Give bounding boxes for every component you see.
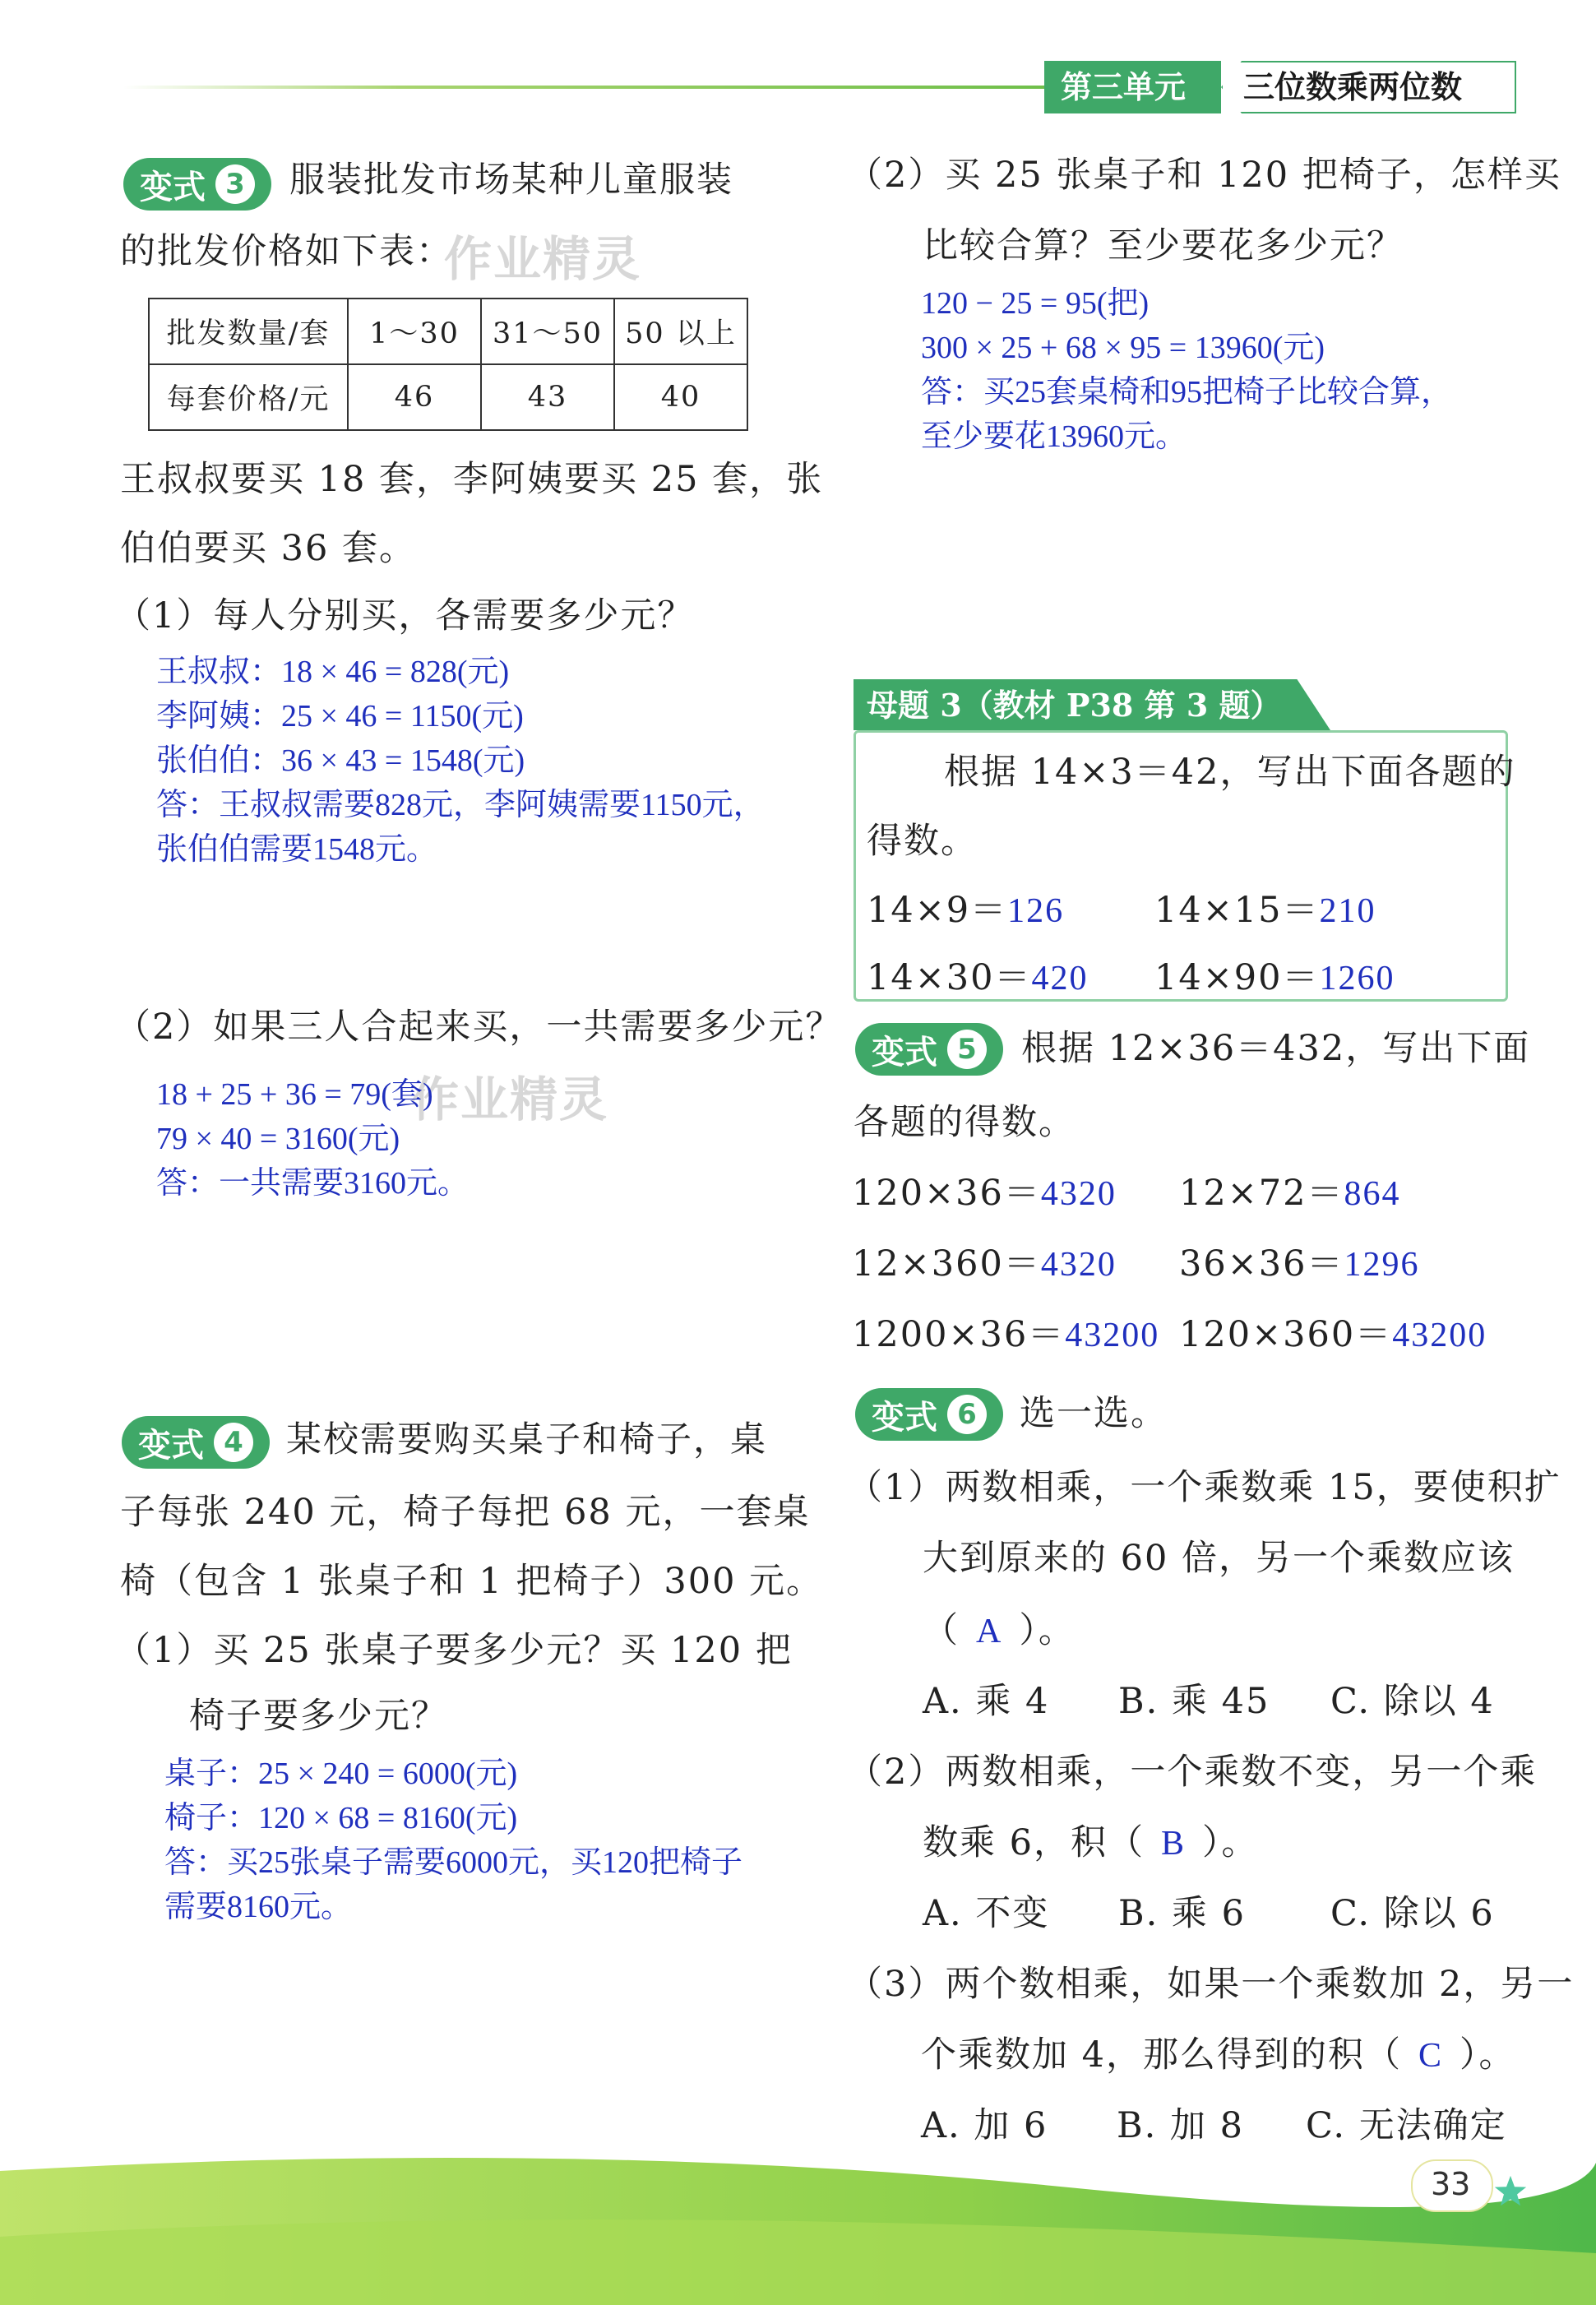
v3-line2: 的批发价格如下表：	[120, 231, 453, 272]
variant-6-badge	[855, 1388, 1003, 1441]
v3-question-2: （2）如果三人合起来买，一共需要多少元？	[115, 1007, 843, 1048]
v4-line1: 某校需要购买桌子和椅子，桌	[286, 1419, 767, 1460]
v6-q2-option: A. 不变	[923, 1893, 1050, 1934]
table-row	[149, 299, 747, 364]
v6-q3-option: B. 加 8	[1117, 2105, 1244, 2146]
item-expression: 12×72＝	[1179, 1173, 1344, 1214]
table-cell: 每套价格/元	[149, 364, 348, 430]
v4-answer-1-line: 答：买25张桌子需要6000元，买120把椅子	[164, 1845, 743, 1880]
item-expression: 120×360＝	[1179, 1314, 1393, 1355]
variant-badge-label: 变式	[138, 1426, 204, 1465]
m3-item	[1154, 957, 1395, 998]
item-expression: 12×360＝	[852, 1243, 1041, 1284]
item-expression: 14×90＝	[1154, 957, 1320, 998]
v4-question-2a: （2）买 25 张桌子和 120 把椅子，怎样买	[847, 155, 1561, 196]
choice-answer: A	[976, 1613, 1003, 1650]
paren-close: ）。	[1202, 1822, 1259, 1863]
item-answer: 4320	[1040, 1175, 1117, 1213]
v3-answer-1-line: 王叔叔：18 × 46 = 828(元)	[156, 655, 510, 689]
variant-5-badge	[855, 1023, 1003, 1076]
item-expression: 14×30＝	[867, 957, 1032, 998]
m3-item	[867, 957, 1089, 998]
v6-q1-option: A. 乘 4	[923, 1681, 1050, 1722]
v4-answer-2-line: 300 × 25 + 68 × 95 = 13960(元)	[921, 331, 1325, 365]
choice-answer: B	[1161, 1825, 1187, 1863]
variant-badge-number: 3	[215, 164, 255, 204]
table-cell: 43	[481, 364, 614, 430]
v6-q2-option: C. 除以 6	[1330, 1893, 1495, 1934]
watermark: 作业精灵	[444, 231, 642, 287]
v6-q1-option: B. 乘 45	[1118, 1681, 1270, 1722]
table-cell: 1～30	[348, 299, 481, 364]
item-expression: 14×15＝	[1154, 890, 1320, 931]
v6-q3-line1: （3）两个数相乘，如果一个乘数加 2，另一	[847, 1964, 1575, 2005]
v6-q1-line2: 大到原来的 60 倍，另一个乘数应该	[923, 1538, 1515, 1579]
v4-question-1b: 椅子要多少元？	[189, 1696, 448, 1737]
v4-answer-1-line: 椅子：120 × 68 = 8160(元)	[164, 1801, 518, 1835]
table-cell: 批发数量/套	[149, 299, 348, 364]
v4-line2: 子每张 240 元，椅子每把 68 元，一套桌	[120, 1492, 811, 1533]
watermark: 作业精灵	[411, 1072, 609, 1127]
table-cell: 50 以上	[614, 299, 747, 364]
v5-item	[852, 1314, 1160, 1355]
v3-answer-1-line: 答：王叔叔需要828元，李阿姨需要1150元，	[156, 788, 765, 822]
variant-badge-label: 变式	[872, 1398, 937, 1437]
m3-item	[1154, 890, 1376, 931]
v6-q1-option: C. 除以 4	[1330, 1681, 1495, 1722]
item-answer: 126	[1007, 892, 1065, 930]
v3-line3: 王叔叔要买 18 套，李阿姨要买 25 套，张	[120, 459, 824, 500]
table-row	[149, 364, 747, 430]
v4-line3: 椅（包含 1 张桌子和 1 把椅子）300 元。	[120, 1561, 824, 1602]
variant-badge-label: 变式	[140, 168, 206, 206]
item-answer: 1260	[1319, 960, 1395, 997]
item-answer: 210	[1319, 892, 1376, 930]
v6-q1-line3	[923, 1610, 1076, 1651]
v4-question-2b: 比较合算？至少要花多少元？	[923, 225, 1404, 266]
v4-question-1a: （1）买 25 张桌子要多少元？买 120 把	[115, 1630, 793, 1671]
v5-item	[1179, 1173, 1401, 1214]
header-topic-label: 三位数乘两位数	[1243, 69, 1463, 105]
mother-problem-title: 母题 3（教材 P38 第 3 题）	[867, 687, 1282, 724]
paren-open: （	[923, 1610, 960, 1651]
item-answer: 43200	[1392, 1317, 1487, 1354]
item-answer: 43200	[1065, 1317, 1160, 1354]
v5-item	[1179, 1314, 1487, 1355]
q3-text: 个乘数加 4，那么得到的积（	[921, 2034, 1403, 2076]
v3-line1: 服装批发市场某种儿童服装	[289, 160, 733, 201]
page-number: 33	[1431, 2166, 1471, 2202]
variant-badge-label: 变式	[872, 1033, 937, 1072]
v6-q3-option: C. 无法确定	[1306, 2105, 1507, 2146]
v4-answer-2-line: 120 − 25 = 95(把)	[921, 286, 1150, 321]
item-answer: 1296	[1344, 1246, 1420, 1284]
v4-answer-1-line: 需要8160元。	[164, 1890, 353, 1924]
paren-close: ）。	[1460, 2034, 1516, 2076]
header-unit-label: 第三单元	[1061, 69, 1187, 105]
table-cell: 46	[348, 364, 481, 430]
v3-answer-2-line: 79 × 40 = 3160(元)	[156, 1122, 400, 1156]
price-table	[148, 298, 748, 431]
item-answer: 420	[1031, 960, 1089, 997]
v5-line2: 各题的得数。	[854, 1102, 1076, 1143]
v5-item	[852, 1243, 1117, 1284]
m3-line1: 根据 14×3＝42，写出下面各题的	[944, 752, 1516, 793]
variant-badge-number: 4	[214, 1423, 253, 1462]
v4-answer-1-line: 桌子：25 × 240 = 6000(元)	[164, 1757, 518, 1791]
table-cell: 31～50	[481, 299, 614, 364]
variant-3-badge	[123, 158, 271, 211]
footer-wave	[0, 2138, 1596, 2305]
v4-answer-2-line: 至少要花13960元。	[921, 419, 1187, 454]
m3-line2: 得数。	[867, 821, 978, 862]
m3-item	[867, 890, 1065, 931]
item-expression: 36×36＝	[1179, 1243, 1344, 1284]
v5-item	[852, 1173, 1117, 1214]
item-expression: 14×9＝	[867, 890, 1008, 931]
variant-badge-number: 5	[947, 1030, 987, 1069]
v6-q2-option: B. 乘 6	[1118, 1893, 1246, 1934]
header-rule	[123, 86, 1044, 89]
v6-q1-line1: （1）两数相乘，一个乘数乘 15，要使积扩	[847, 1467, 1561, 1508]
item-expression: 1200×36＝	[852, 1314, 1066, 1355]
choice-answer: C	[1418, 2037, 1444, 2075]
v3-answer-2-line: 18 + 25 + 36 = 79(套)	[156, 1077, 433, 1112]
q2-text: 数乘 6，积（	[923, 1822, 1145, 1863]
v6-title: 选一选。	[1020, 1393, 1168, 1434]
v6-q3-line2	[921, 2034, 1516, 2076]
v6-q3-option: A. 加 6	[921, 2105, 1048, 2146]
variant-badge-number: 6	[947, 1395, 987, 1434]
v3-question-1: （1）每人分别买，各需要多少元？	[115, 595, 695, 636]
v5-line1: 根据 12×36＝432，写出下面	[1021, 1028, 1531, 1069]
item-expression: 120×36＝	[852, 1173, 1041, 1214]
v4-answer-2-line: 答：买25套桌椅和95把椅子比较合算，	[921, 375, 1453, 410]
v3-answer-1-line: 张伯伯需要1548元。	[156, 832, 438, 867]
item-answer: 4320	[1040, 1246, 1117, 1284]
variant-4-badge	[122, 1416, 270, 1469]
star-icon	[1492, 2173, 1529, 2210]
v3-answer-2-line: 答：一共需要3160元。	[156, 1166, 470, 1201]
item-answer: 864	[1344, 1175, 1401, 1213]
v6-q2-line2	[923, 1822, 1259, 1863]
v3-answer-1-line: 张伯伯：36 × 43 = 1548(元)	[156, 743, 525, 778]
v5-item	[1179, 1243, 1420, 1284]
table-cell: 40	[614, 364, 747, 430]
v3-line4: 伯伯要买 36 套。	[120, 528, 417, 569]
v6-q2-line1: （2）两数相乘，一个乘数不变，另一个乘	[847, 1752, 1538, 1793]
v3-answer-1-line: 李阿姨：25 × 46 = 1150(元)	[156, 699, 524, 734]
paren-close: ）。	[1019, 1610, 1076, 1651]
